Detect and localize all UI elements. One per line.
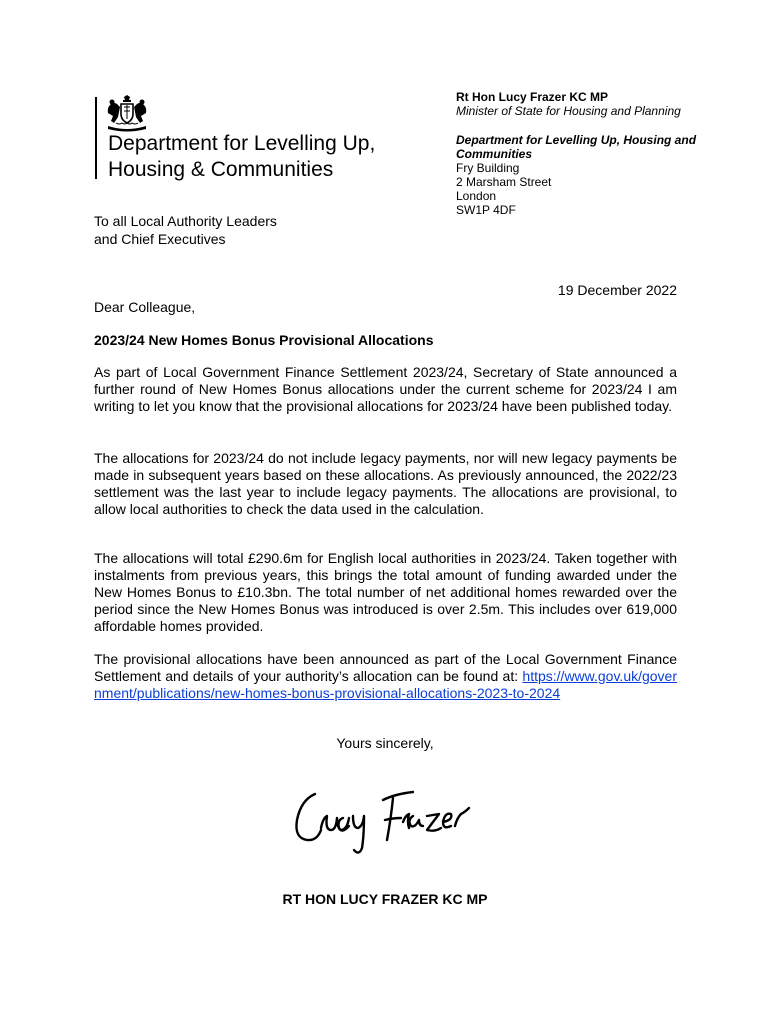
address-line: 2 Marsham Street	[456, 175, 552, 189]
body-paragraph: As part of Local Government Finance Settlement 2023/24, Secretary of State announced a further round of New Homes Bonus allocations under the current scheme for 2023/24 I am writing to let you know that the provisional allocations for 2023/24 have been published today.	[94, 364, 677, 414]
handwritten-signature	[285, 772, 495, 872]
allocations-link[interactable]: https://www.gov.uk/government/publications/new-homes-bonus-provisional-allocations-2023-to-2024	[94, 668, 678, 701]
recipients-line2: and Chief Executives	[94, 231, 226, 247]
minister-block	[456, 90, 681, 118]
department-logo-text	[108, 131, 375, 183]
letter-date: 19 December 2022	[557, 282, 677, 298]
address-line: SW1P 4DF	[456, 203, 516, 217]
royal-coat-of-arms-icon	[104, 95, 150, 133]
paragraph-text: The provisional allocations have been announced as part of the Local Government Finance Settlement and details of your authority’s allocation can be found at:	[94, 651, 677, 684]
address-line: London	[456, 189, 497, 203]
body-paragraph	[94, 651, 677, 702]
salutation: Dear Colleague,	[94, 299, 196, 315]
letter-subject: 2023/24 New Homes Bonus Provisional Allocations	[94, 332, 434, 348]
body-paragraph: The allocations for 2023/24 do not include legacy payments, nor will new legacy payments be made in subsequent years based on these allocations. As previously announced, the 2022/23 settlement was the last year to include legacy payments. The allocations are provisional, to allow local authorities to check the data used in the calculation.	[94, 450, 677, 517]
address-department: Department for Levelling Up, Housing and Communities	[456, 133, 697, 161]
closing-text: Yours sincerely,	[336, 735, 434, 751]
body-paragraph: The allocations will total £290.6m for English local authorities in 2023/24. Taken together with instalments from previous years, this brings the total amount of funding awarded under the New Homes Bonus to £10.3bn. The total number of net additional homes rewarded over the period since the New Homes Bonus was introduced is over 2.5m. This includes over 619,000 affordable homes provided.	[94, 550, 677, 634]
logo-divider	[95, 97, 97, 179]
minister-name: Rt Hon Lucy Frazer KC MP	[456, 90, 609, 104]
minister-role: Minister of State for Housing and Planning	[456, 104, 681, 118]
signer-name: RT HON LUCY FRAZER KC MP	[282, 891, 488, 907]
department-name-line1: Department for Levelling Up,	[108, 132, 376, 155]
address-line: Fry Building	[456, 161, 520, 175]
closing	[0, 735, 770, 751]
sender-address	[456, 133, 726, 217]
department-name-line2: Housing & Communities	[108, 158, 334, 181]
recipients	[94, 212, 277, 248]
recipients-line1: To all Local Authority Leaders	[94, 213, 277, 229]
